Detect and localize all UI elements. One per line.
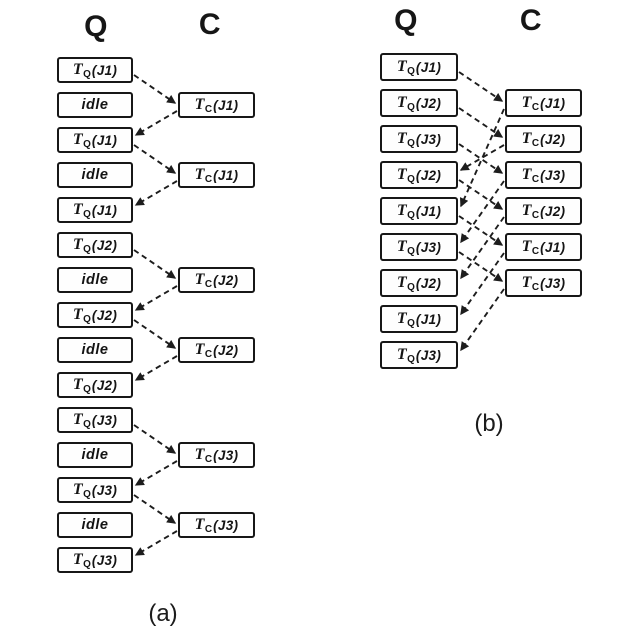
task-box-q [57,57,133,83]
task-argument: (J1) [213,97,239,113]
task-symbol: T [396,238,407,255]
task-box-q [380,89,458,117]
arrow-b-q2-c2 [459,108,502,137]
task-subscript: Q [83,208,91,220]
arrow-a-q11-c5 [134,425,175,453]
task-symbol: T [396,274,407,291]
task-box-c [505,197,582,225]
task-subscript: C [531,137,540,149]
task-argument: (J3) [540,275,566,291]
task-subscript: C [204,523,213,535]
task-box-q [57,302,133,328]
task-subscript: Q [83,383,91,395]
task-subscript: C [531,173,540,185]
panel-caption-b: (b) [474,410,504,437]
idle-label: idle [81,342,109,358]
task-argument: (J2) [91,307,118,323]
task-box-q [380,233,458,261]
arrow-b-c4-q7 [461,217,504,278]
task-box-q [57,232,133,258]
task-subscript: Q [407,209,415,221]
idle-label: idle [81,272,109,288]
task-subscript: Q [407,65,415,77]
task-subscript: Q [83,418,91,430]
task-argument: (J1) [91,132,118,148]
task-symbol: T [396,58,407,75]
arrow-a-c3-q8 [136,286,177,310]
arrow-a-q1-c1 [134,75,175,103]
idle-label: idle [81,447,109,463]
column-header-q: Q [84,10,108,43]
task-box-q [57,197,133,223]
idle-label: idle [81,97,109,113]
task-symbol: T [194,271,205,288]
task-box-c [505,161,582,189]
column-header-c: C [198,8,222,41]
task-box-c [505,269,582,297]
arrow-a-q8-c4 [134,320,175,348]
arrow-b-q3-c3 [459,144,502,173]
task-argument: (J2) [91,237,118,253]
task-symbol: T [521,94,532,111]
task-argument: (J2) [91,377,118,393]
task-box-c [505,233,582,261]
task-argument: (J1) [415,59,442,75]
task-box-q [380,341,458,369]
panel-caption-a: (a) [148,600,178,627]
task-subscript: Q [83,68,91,80]
task-argument: (J1) [540,95,566,111]
task-symbol: T [194,96,205,113]
task-box-c [178,162,255,188]
task-argument: (J2) [415,167,442,183]
task-symbol: T [521,130,532,147]
task-subscript: C [204,103,213,115]
task-subscript: C [531,101,540,113]
task-box-c [178,92,255,118]
task-symbol: T [396,166,407,183]
arrow-b-c1-q5 [461,109,504,206]
task-subscript: C [531,209,540,221]
task-subscript: C [204,453,213,465]
arrow-b-q1-c1 [459,72,502,101]
task-box-q [380,161,458,189]
task-subscript: Q [83,243,91,255]
column-header-q: Q [394,4,418,37]
task-box-q [380,197,458,225]
task-argument: (J3) [415,347,442,363]
task-symbol: T [396,346,407,363]
task-argument: (J3) [415,239,442,255]
task-subscript: C [531,281,540,293]
task-symbol: T [396,130,407,147]
task-subscript: Q [83,313,91,325]
task-subscript: Q [83,488,91,500]
task-argument: (J2) [540,131,566,147]
arrow-b-c5-q8 [461,253,504,314]
task-argument: (J3) [91,482,118,498]
task-argument: (J3) [540,167,566,183]
task-subscript: Q [407,101,415,113]
idle-box [57,337,133,363]
idle-label: idle [81,517,109,533]
task-subscript: C [204,173,213,185]
arrow-a-q6-c3 [134,250,175,278]
arrow-a-q3-c2 [134,145,175,173]
task-symbol: T [396,202,407,219]
task-box-c [178,267,255,293]
idle-box [57,162,133,188]
task-argument: (J1) [213,167,239,183]
arrow-b-q4-c4 [459,180,502,209]
arrow-b-c3-q6 [461,181,504,242]
arrow-a-c1-q3 [136,111,177,135]
arrow-a-c5-q13 [136,461,177,485]
task-symbol: T [194,341,205,358]
task-symbol: T [194,166,205,183]
task-symbol: T [72,61,83,78]
task-symbol: T [72,481,83,498]
task-argument: (J3) [213,447,239,463]
arrow-b-c6-q9 [461,289,504,350]
task-argument: (J3) [415,131,442,147]
arrow-a-c6-q15 [136,531,177,555]
task-argument: (J1) [91,202,118,218]
task-subscript: Q [83,138,91,150]
task-symbol: T [72,131,83,148]
task-subscript: Q [407,281,415,293]
task-symbol: T [521,238,532,255]
task-symbol: T [194,446,205,463]
arrow-a-q13-c6 [134,495,175,523]
task-subscript: C [531,245,540,257]
task-argument: (J1) [415,203,442,219]
task-symbol: T [521,202,532,219]
task-box-q [380,125,458,153]
task-symbol: T [72,411,83,428]
task-box-q [380,53,458,81]
task-symbol: T [521,274,532,291]
task-box-c [505,89,582,117]
task-argument: (J1) [91,62,118,78]
idle-box [57,442,133,468]
task-box-q [57,372,133,398]
task-subscript: C [204,348,213,360]
task-symbol: T [72,306,83,323]
task-symbol: T [396,94,407,111]
task-symbol: T [72,236,83,253]
task-argument: (J2) [415,95,442,111]
task-box-q [57,127,133,153]
arrow-a-c2-q5 [136,181,177,205]
idle-box [57,512,133,538]
task-symbol: T [521,166,532,183]
task-argument: (J3) [91,552,118,568]
task-symbol: T [194,516,205,533]
task-box-q [57,407,133,433]
task-box-q [380,305,458,333]
task-subscript: Q [407,317,415,329]
task-box-q [57,477,133,503]
task-subscript: Q [407,245,415,257]
task-subscript: Q [407,137,415,149]
task-box-c [178,512,255,538]
arrow-b-q6-c6 [459,252,502,281]
task-symbol: T [72,201,83,218]
task-argument: (J3) [213,517,239,533]
idle-label: idle [81,167,109,183]
task-symbol: T [72,551,83,568]
idle-box [57,92,133,118]
task-box-c [505,125,582,153]
task-subscript: Q [83,558,91,570]
arrow-b-c2-q4 [461,145,504,170]
task-box-q [380,269,458,297]
task-subscript: C [204,278,213,290]
task-subscript: Q [407,353,415,365]
idle-box [57,267,133,293]
task-subscript: Q [407,173,415,185]
task-argument: (J1) [540,239,566,255]
task-argument: (J1) [415,311,442,327]
task-argument: (J2) [213,272,239,288]
task-argument: (J2) [540,203,566,219]
task-symbol: T [396,310,407,327]
task-symbol: T [72,376,83,393]
task-argument: (J3) [91,412,118,428]
task-argument: (J2) [415,275,442,291]
task-box-c [178,442,255,468]
task-box-q [57,547,133,573]
task-argument: (J2) [213,342,239,358]
arrow-a-c4-q10 [136,356,177,380]
task-box-c [178,337,255,363]
arrow-b-q5-c5 [459,216,502,245]
column-header-c: C [519,4,543,37]
